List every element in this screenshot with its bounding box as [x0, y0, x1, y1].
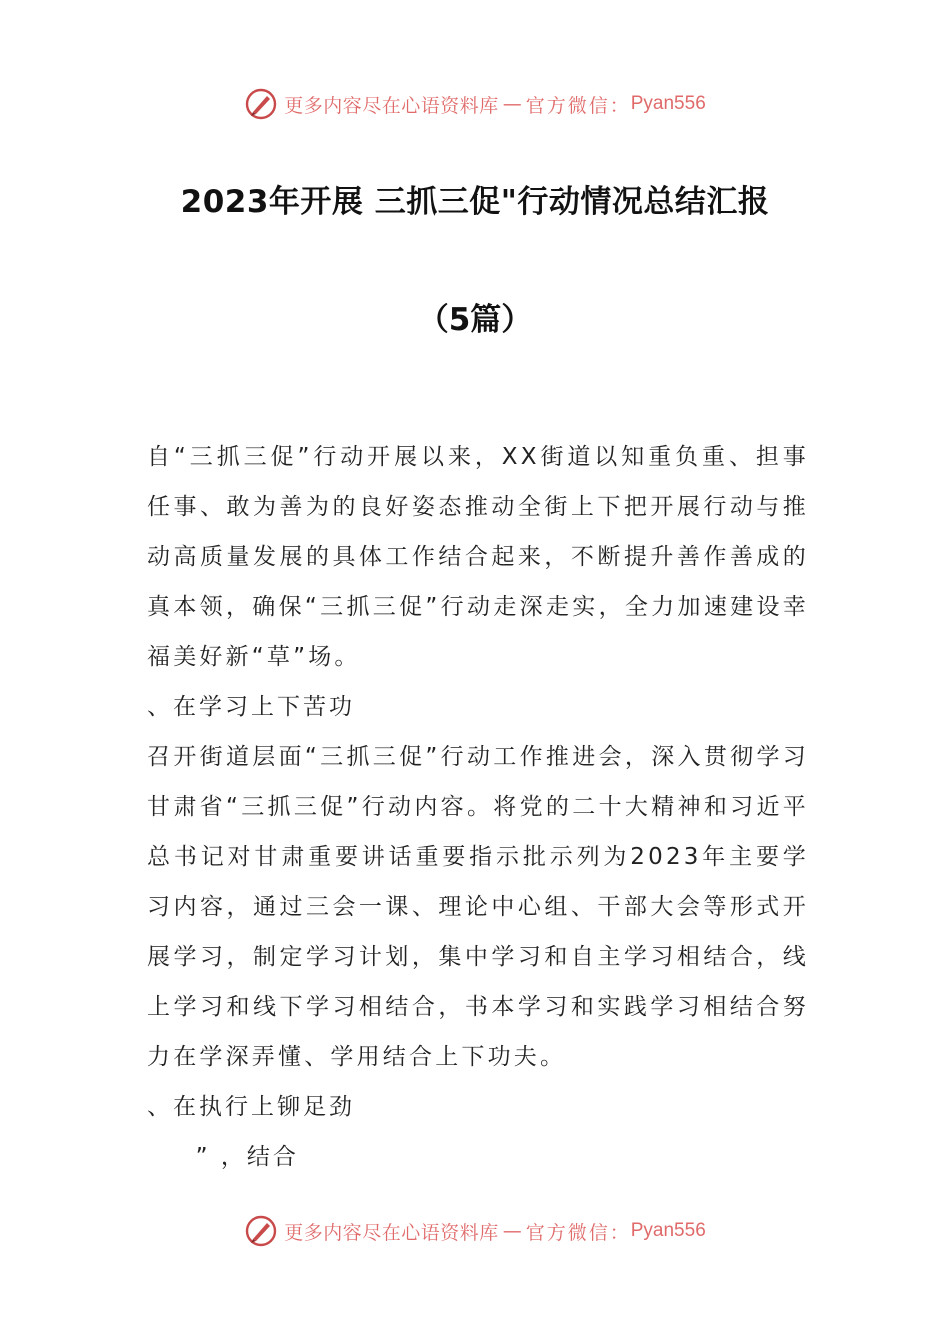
section-fragment-execution: ” ，结合: [175, 1144, 299, 1170]
section-body-study: 召开街道层面“三抓三促”行动工作推进会，深入贯彻学习甘肃省“三抓三促”行动内容。将党的二十大精神和习近平总书记对甘肃重要讲话重要指示批示列为2023年主要学习内容，通过三会一课、理论中心组、干部大会等形式开展学习，制定学习计划，集中学习和自主学习相结合，线上学习和线下学习相结合，书本学习和实践学习相结合努力在学深弄懂、学用结合上下功夫。: [147, 744, 809, 1070]
document-subtitle: （5篇）: [417, 302, 533, 338]
document-body: [147, 432, 809, 1182]
section-heading-study: 、在学习上下苦功: [147, 694, 355, 720]
watermark-separator: —: [502, 93, 522, 115]
document-title: 2023年开展 三抓三促"行动情况总结汇报: [180, 184, 770, 220]
watermark-label: 官方微信：: [525, 1221, 631, 1244]
section-heading-execution: 、在执行上铆足劲: [147, 1094, 355, 1120]
watermark-id: Pyan556: [630, 1220, 706, 1241]
watermark-header: [0, 84, 950, 124]
watermark-text: 更多内容尽在心语资料库: [284, 94, 499, 117]
watermark-footer: [0, 1211, 950, 1251]
pen-logo-icon: [244, 87, 278, 121]
watermark-separator: —: [502, 1220, 522, 1242]
watermark-text: 更多内容尽在心语资料库: [284, 1221, 499, 1244]
intro-paragraph: 自“三抓三促”行动开展以来，XX街道以知重负重、担事任事、敢为善为的良好姿态推动全街上下把开展行动与推动高质量发展的具体工作结合起来，不断提升善作善成的真本领，确保“三抓三促”行动走深走实，全力加速建设幸福美好新“草”场。: [147, 444, 809, 670]
pen-logo-icon: [244, 1214, 278, 1248]
watermark-id: Pyan556: [630, 93, 706, 114]
watermark-label: 官方微信：: [525, 94, 631, 117]
